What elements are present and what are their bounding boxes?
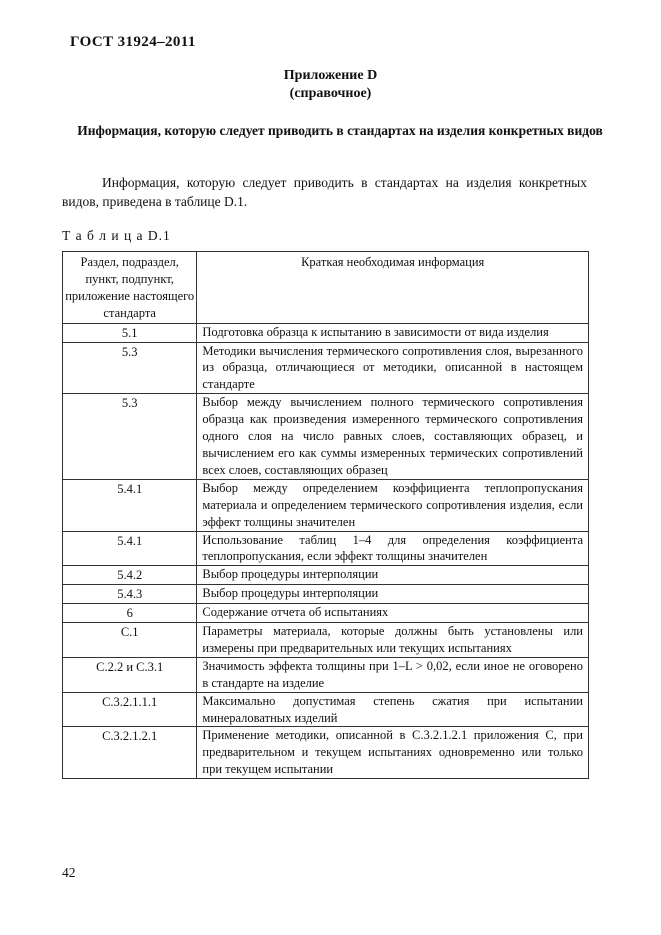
row-section: 5.4.3	[117, 587, 143, 602]
row-info: Максимально допустимая степень сжатия при испытании минераловатных изделий	[202, 693, 583, 725]
page-number: 42	[62, 865, 76, 880]
table-row	[63, 585, 589, 604]
row-info: Выбор процедуры интерполяции	[202, 586, 379, 601]
row-info: Содержание отчета об испытаниях	[202, 605, 389, 620]
table-header-row	[63, 252, 589, 324]
row-section: 5.4.2	[117, 568, 143, 583]
info-table	[62, 251, 589, 779]
appendix-subtitle: (справочное)	[289, 86, 372, 101]
table-row	[63, 479, 589, 531]
row-section: С.3.2.1.2.1	[102, 729, 158, 744]
table-row	[63, 692, 589, 727]
row-section: С.2.2 и С.3.1	[96, 659, 164, 674]
row-section: С.1	[120, 625, 139, 640]
row-info: Параметры материала, которые должны быть установлены или измерены при предварительных или текущих испытаниях	[202, 624, 583, 655]
row-info: Выбор между вычислением полного термического сопротивления образца как произведения измеренного термического сопротивления одного слоя на число равных слоев, составляющих образец, и вычислением его как суммы измеренных термических сопротивлений всех слоев, составляющих образец	[202, 395, 583, 477]
row-section: 5.4.1	[117, 533, 143, 548]
row-section: 5.1	[121, 325, 138, 340]
row-section: 6	[126, 606, 133, 621]
appendix-title: Приложение D	[283, 68, 378, 83]
column-header-section: Раздел, подраздел, пункт, подпункт, приложение настоящего стандарта	[63, 252, 197, 324]
row-info: Применение методики, описанной в С.3.2.1.2.1 приложения С, при предварительном и текущем испытаниях одновременно или только при текущем испытании	[202, 728, 583, 777]
table-row	[63, 394, 589, 480]
table-row	[63, 657, 589, 692]
table-row	[63, 323, 589, 342]
table-row	[63, 342, 589, 394]
row-info: Подготовка образца к испытанию в зависимости от вида изделия	[202, 324, 549, 339]
row-info: Методики вычисления термического сопротивления слоя, вырезанного из образца, отличающиеся от методики, описанной в настоящем стандарте	[202, 343, 583, 392]
row-section: 5.3	[121, 396, 138, 411]
row-section: 5.3	[121, 344, 138, 359]
row-info: Выбор процедуры интерполяции	[202, 567, 379, 582]
document-code: ГОСТ 31924–2011	[70, 34, 196, 50]
row-info: Выбор между определением коэффициента теплопропускания материала и определением термического сопротивления изделия, если эффект толщины значителен	[202, 480, 583, 529]
table-row	[63, 727, 589, 779]
row-info: Значимость эффекта толщины при 1–L > 0,02, если иное не оговорено в стандарте на изделие	[202, 658, 583, 690]
table-row	[63, 531, 589, 566]
table-row	[63, 623, 589, 658]
row-info: Использование таблиц 1–4 для определения коэффициента теплопропускания, если эффект толщины значителен	[202, 532, 583, 564]
row-section: С.3.2.1.1.1	[102, 694, 158, 709]
table-row	[63, 566, 589, 585]
column-header-info: Краткая необходимая информация	[197, 252, 589, 324]
table-row	[63, 604, 589, 623]
row-section: 5.4.1	[117, 481, 143, 496]
table-caption: Т а б л и ц а D.1	[62, 228, 171, 243]
intro-paragraph: Информация, которую следует приводить в стандартах на изделия конкретных видов, приведена в таблице D.1.	[62, 175, 587, 209]
section-heading: Информация, которую следует приводить в стандартах на изделия конкретных видов	[77, 123, 603, 138]
